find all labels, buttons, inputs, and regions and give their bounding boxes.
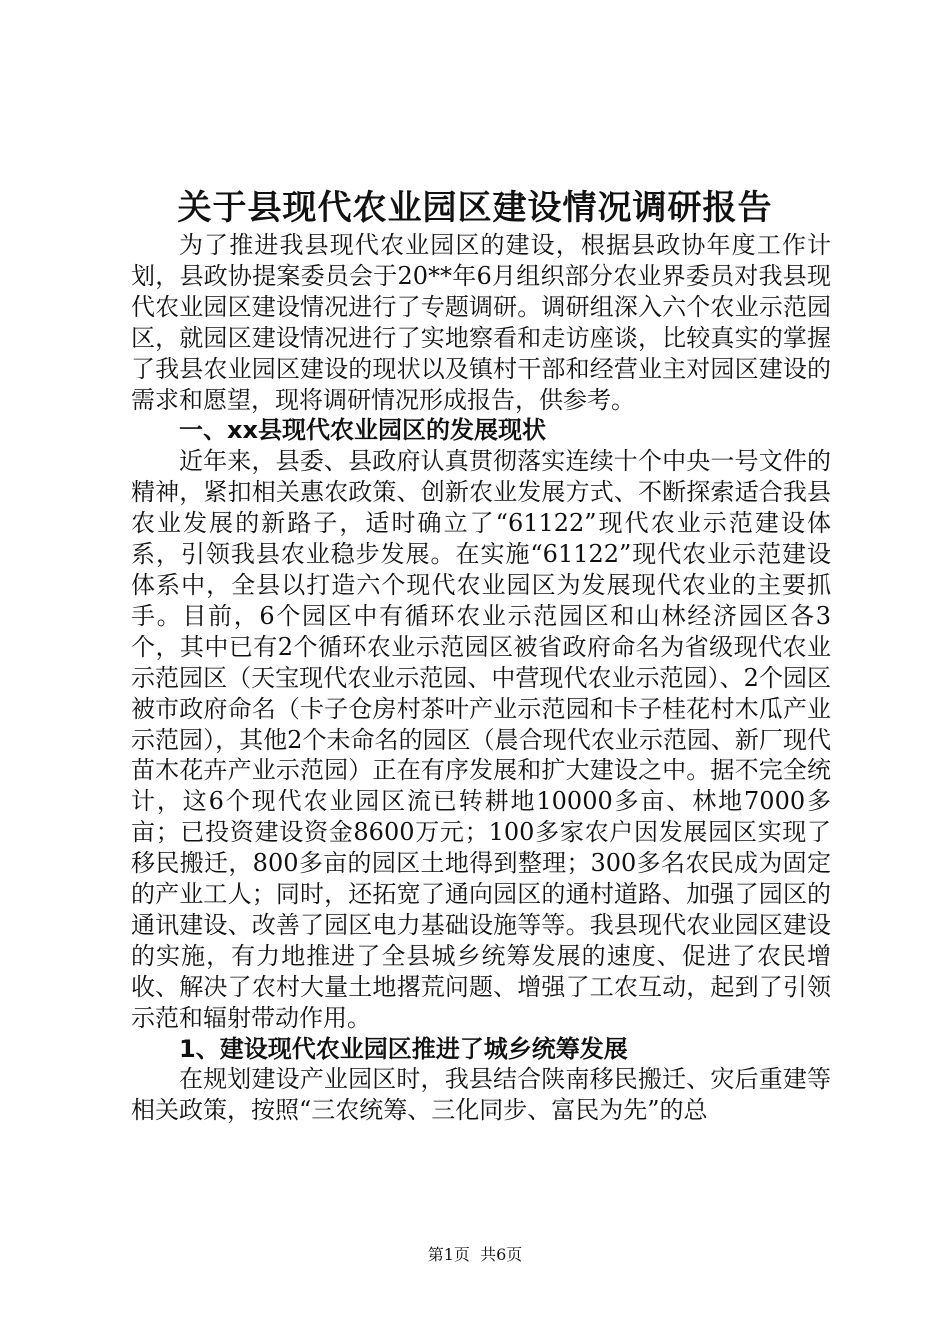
- document-body: [131, 230, 831, 1126]
- section-paragraph-2: 在规划建设产业园区时，我县结合陕南移民搬迁、灾后重建等相关政策，按照“三农统筹、三化同步、富民为先”的总: [131, 1065, 831, 1125]
- intro-paragraph: 为了推进我县现代农业园区的建设，根据县政协年度工作计划，县政协提案委员会于20**年6月组织部分农业界委员对我县现代农业园区建设情况进行了专题调研。调研组深入六个农业示范园区，就园区建设情况进行了实地察看和走访座谈，比较真实的掌握了我县农业园区建设的现状以及镇村干部和经营业主对园区建设的需求和愿望，现将调研情况形成报告，供参考。: [131, 231, 831, 414]
- page-number-total: 共6页: [480, 1245, 523, 1264]
- page-footer: [0, 1243, 950, 1267]
- section-heading-2: 1、建设现代农业园区推进了城乡统筹发展: [179, 1034, 628, 1063]
- section-paragraph-1: 近年来，县委、县政府认真贯彻落实连续十个中央一号文件的精神，紧扣相关惠农政策、创新农业发展方式、不断探索适合我县农业发展的新路子，适时确立了“61122”现代农业示范建设体系，引领我县农业稳步发展。在实施“61122”现代农业示范建设体系中，全县以打造六个现代农业园区为发展现代农业的主要抓手。目前，6个园区中有循环农业示范园区和山林经济园区各3个，其中已有2个循环农业示范园区被省政府命名为省级现代农业示范园区（天宝现代农业示范园、中营现代农业示范园）、2个园区被市政府命名（卡子仓房村茶叶产业示范园和卡子桂花村木瓜产业示范园），其他2个未命名的园区（晨合现代农业示范园、新厂现代苗木花卉产业示范园）正在有序发展和扩大建设之中。据不完全统计，这6个现代农业园区流已转耕地10000多亩、林地7000多亩；已投资建设资金8600万元；100多家农户因发展园区实现了移民搬迁，800多亩的园区土地得到整理；300多名农民成为固定的产业工人；同时，还拓宽了通向园区的通村道路、加强了园区的通讯建设、改善了园区电力基础设施等等。我县现代农业园区建设的实施，有力地推进了全县城乡统筹发展的速度、促进了农民增收、解决了农村大量土地撂荒问题、增强了工农互动，起到了引领示范和辐射带动作用。: [131, 447, 831, 1032]
- document-title: 关于县现代农业园区建设情况调研报告: [177, 188, 773, 228]
- page-number-current: 第1页: [427, 1245, 470, 1264]
- section-heading-1: 一、xx县现代农业园区的发展现状: [179, 416, 546, 445]
